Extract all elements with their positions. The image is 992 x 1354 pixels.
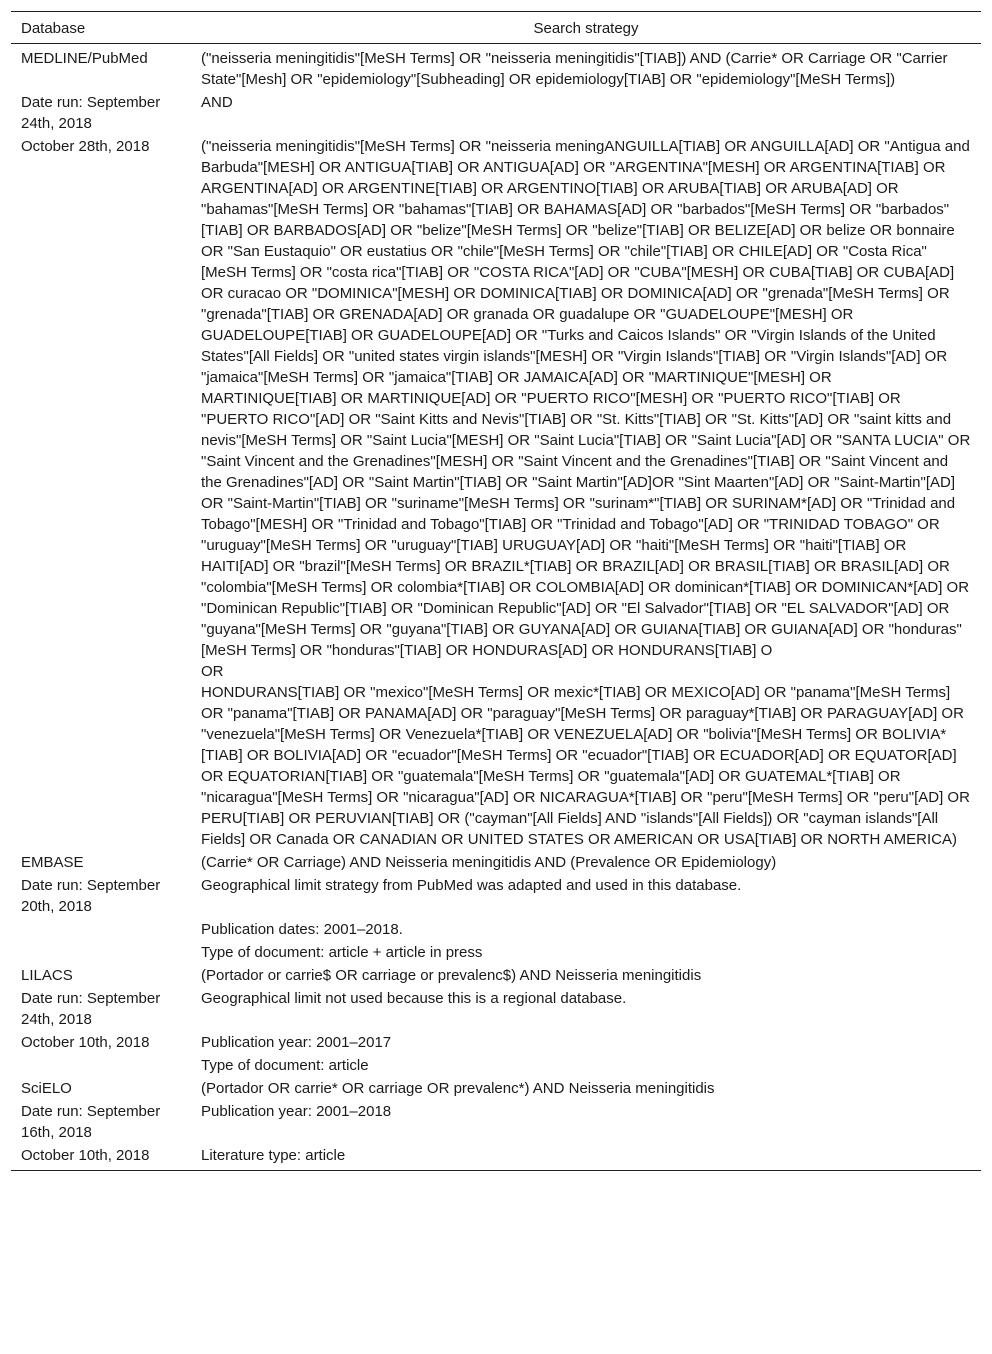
database-cell: October 10th, 2018 <box>21 1034 150 1051</box>
search-strategy-column-header: Search strategy <box>191 12 981 44</box>
table-row <box>11 964 981 987</box>
table-row <box>11 91 981 135</box>
table-row <box>11 44 981 92</box>
table-row <box>11 1077 981 1100</box>
database-cell: LILACS <box>21 967 73 984</box>
table-row <box>11 851 981 874</box>
search-strategy-cell: (Carrie* OR Carriage) AND Neisseria meningitidis AND (Prevalence OR Epidemiology) <box>201 854 777 871</box>
database-cell: October 28th, 2018 <box>21 138 150 155</box>
database-cell: Date run: September 24th, 2018 <box>21 990 161 1028</box>
database-cell: Date run: September 20th, 2018 <box>21 877 161 915</box>
search-strategy-cell: Geographical limit strategy from PubMed was adapted and used in this database. <box>201 877 742 894</box>
database-cell: MEDLINE/PubMed <box>21 50 148 67</box>
table-row <box>11 941 981 964</box>
table-row <box>11 1031 981 1054</box>
table-row <box>11 1144 981 1171</box>
search-strategy-cell: Publication year: 2001–2018 <box>201 1103 392 1120</box>
table-row <box>11 918 981 941</box>
search-strategy-cell: Publication year: 2001–2017 <box>201 1034 392 1051</box>
search-strategy-cell: (Portador or carrie$ OR carriage or prevalenc$) AND Neisseria meningitidis <box>201 967 702 984</box>
table-body <box>11 44 981 1171</box>
search-strategy-cell: Literature type: article <box>191 1144 981 1171</box>
table-row <box>11 1100 981 1144</box>
database-cell <box>11 941 191 964</box>
table-row <box>11 135 981 851</box>
database-column-header: Database <box>11 12 191 44</box>
database-cell: Date run: September 16th, 2018 <box>21 1103 161 1141</box>
search-strategy-cell: ("neisseria meningitidis"[MeSH Terms] OR "neisseria meningitidis"[TIAB]) AND (Carrie* OR Carriage OR "Carrier State"[Mesh] OR "epidemiology"[Subheading] OR epidemiology[TIAB] OR "epidemiology"[MeSH Terms]) <box>201 50 948 88</box>
search-strategy-cell: Type of document: article <box>201 1057 369 1074</box>
database-cell: October 10th, 2018 <box>11 1144 191 1171</box>
database-cell <box>11 1054 191 1077</box>
search-strategy-cell: ("neisseria meningitidis"[MeSH Terms] OR "neisseria meningANGUILLA[TIAB] OR ANGUILLA[AD] OR "Antigua and Barbuda"[MESH] OR ANTIGUA[TIAB] OR ANTIGUA[AD] OR "ARGENTINA"[MESH] OR ARGENTINA[TIAB] OR ARGENTINA[AD] OR ARGENTINE[TIAB] OR ARGENTINO[TIAB] OR ARUBA[TIAB] OR ARUBA[AD] OR "bahamas"[MeSH Terms] OR "bahamas"[TIAB] OR BAHAMAS[AD] OR "barbados"[MeSH Terms] OR "barbados"[TIAB] OR BARBADOS[AD] OR "belize"[MeSH Terms] OR "belize"[TIAB] OR BELIZE[AD] OR belize OR bonnaire OR "San Eustaquio" OR eustatius OR "chile"[MeSH Terms] OR "chile"[TIAB] OR CHILE[AD] OR "Costa Rica"[MeSH Terms] OR "costa rica"[TIAB] OR "COSTA RICA"[AD] OR "CUBA"[MESH] OR CUBA[TIAB] OR CUBA[AD] OR curacao OR "DOMINICA"[MESH] OR DOMINICA[TIAB] OR DOMINICA[AD] OR "grenada"[MeSH Terms] OR "grenada"[TIAB] OR GRENADA[AD] OR granada OR guadalupe OR "GUADELOUPE"[MESH] OR GUADELOUPE[TIAB] OR GUADELOUPE[AD] OR "Turks and Caicos Islands" OR "Virgin Islands of the United States"[All Fields] OR "united states virgin islands"[MESH] OR "Virgin Islands"[TIAB] OR "Virgin Islands"[AD] OR "jamaica"[MeSH Terms] OR "jamaica"[TIAB] OR JAMAICA[AD] OR "MARTINIQUE"[MESH] OR MARTINIQUE[TIAB] OR MARTINIQUE[AD] OR "PUERTO RICO"[MESH] OR "PUERTO RICO"[TIAB] OR "PUERTO RICO"[AD] OR "Saint Kitts and Nevis"[TIAB] OR "St. Kitts"[TIAB] OR "St. Kitts"[AD] OR "saint kitts and nevis"[MeSH Terms] OR "Saint Lucia"[MESH] OR "Saint Lucia"[TIAB] OR "Saint Lucia"[AD] OR "SANTA LUCIA" OR "Saint Vincent and the Grenadines"[MESH] OR "Saint Vincent and the Grenadines"[TIAB] OR "Saint Vincent and the Grenadines"[AD] OR "Saint Martin"[TIAB] OR "Saint Martin"[AD]OR "Sint Maarten"[AD] OR "Saint-Martin"[AD] OR "Saint-Martin"[TIAB] OR "suriname"[MeSH Terms] OR "surinam*"[TIAB] OR SURINAM*[AD] OR "Trinidad and Tobago"[MESH] OR "Trinidad and Tobago"[TIAB] OR "Trinidad and Tobago"[AD] OR "TRINIDAD TOBAGO" OR "uruguay"[MeSH Terms] OR "uruguay"[TIAB] URUGUAY[AD] OR "haiti"[MeSH Terms] OR "haiti"[TIAB] OR HAITI[AD] OR "brazil"[MeSH Terms] OR BRAZIL*[TIAB] OR BRAZIL[AD] OR BRASIL[TIAB] OR BRASIL[AD] OR "colombia"[MeSH Terms] OR colombia*[TIAB] OR COLOMBIA[AD] OR dominican*[TIAB] OR DOMINICAN*[AD] OR "Dominican Republic"[TIAB] OR "Dominican Republic"[AD] OR "El Salvador"[TIAB] OR "EL SALVADOR"[AD] OR "guyana"[MeSH Terms] OR "guyana"[TIAB] OR GUYANA[AD] OR GUIANA[TIAB] OR GUIANA[AD] OR "honduras"[MeSH Terms] OR "honduras"[TIAB] OR HONDURAS[AD] OR HONDURANS[TIAB] O OR HONDURANS[TIAB] OR "mexico"[MeSH Terms] OR mexic*[TIAB] OR MEXICO[AD] OR "panama"[MeSH Terms] OR "panama"[TIAB] OR PANAMA[AD] OR "paraguay"[MeSH Terms] OR paraguay*[TIAB] OR PARAGUAY[AD] OR "venezuela"[MeSH Terms] OR Venezuela*[TIAB] OR VENEZUELA[AD] OR "bolivia"[MeSH Terms] OR BOLIVIA*[TIAB] OR BOLIVIA[AD] OR "ecuador"[MeSH Terms] OR "ecuador"[TIAB] OR ECUADOR[AD] OR EQUATOR[AD] OR EQUATORIAN[TIAB] OR "guatemala"[MeSH Terms] OR "guatemala"[AD] OR GUATEMAL*[TIAB] OR "nicaragua"[MeSH Terms] OR "nicaragua"[AD] OR NICARAGUA*[TIAB] OR "peru"[MeSH Terms] OR "peru"[AD] OR PERU[TIAB] OR PERUVIAN[TIAB] OR ("cayman"[All Fields] AND "islands"[All Fields]) OR "cayman islands"[All Fields] OR Canada OR CANADIAN OR UNITED STATES OR AMERICAN OR USA[TIAB] OR NORTH AMERICA) <box>201 138 971 848</box>
database-cell: Date run: September 24th, 2018 <box>21 94 161 132</box>
search-strategy-cell: Type of document: article + article in press <box>201 944 483 961</box>
search-strategy-cell: Publication dates: 2001–2018. <box>201 921 403 938</box>
database-cell <box>11 918 191 941</box>
table-row <box>11 874 981 918</box>
search-strategy-cell: Geographical limit not used because this is a regional database. <box>201 990 627 1007</box>
search-strategy-cell: (Portador OR carrie* OR carriage OR prevalenc*) AND Neisseria meningitidis <box>201 1080 715 1097</box>
database-cell: EMBASE <box>21 854 84 871</box>
table-header-row <box>11 12 981 44</box>
search-strategy-cell: AND <box>201 94 233 111</box>
database-cell: SciELO <box>21 1080 72 1097</box>
table-row <box>11 987 981 1031</box>
search-strategy-table <box>11 11 981 1171</box>
table-row <box>11 1054 981 1077</box>
